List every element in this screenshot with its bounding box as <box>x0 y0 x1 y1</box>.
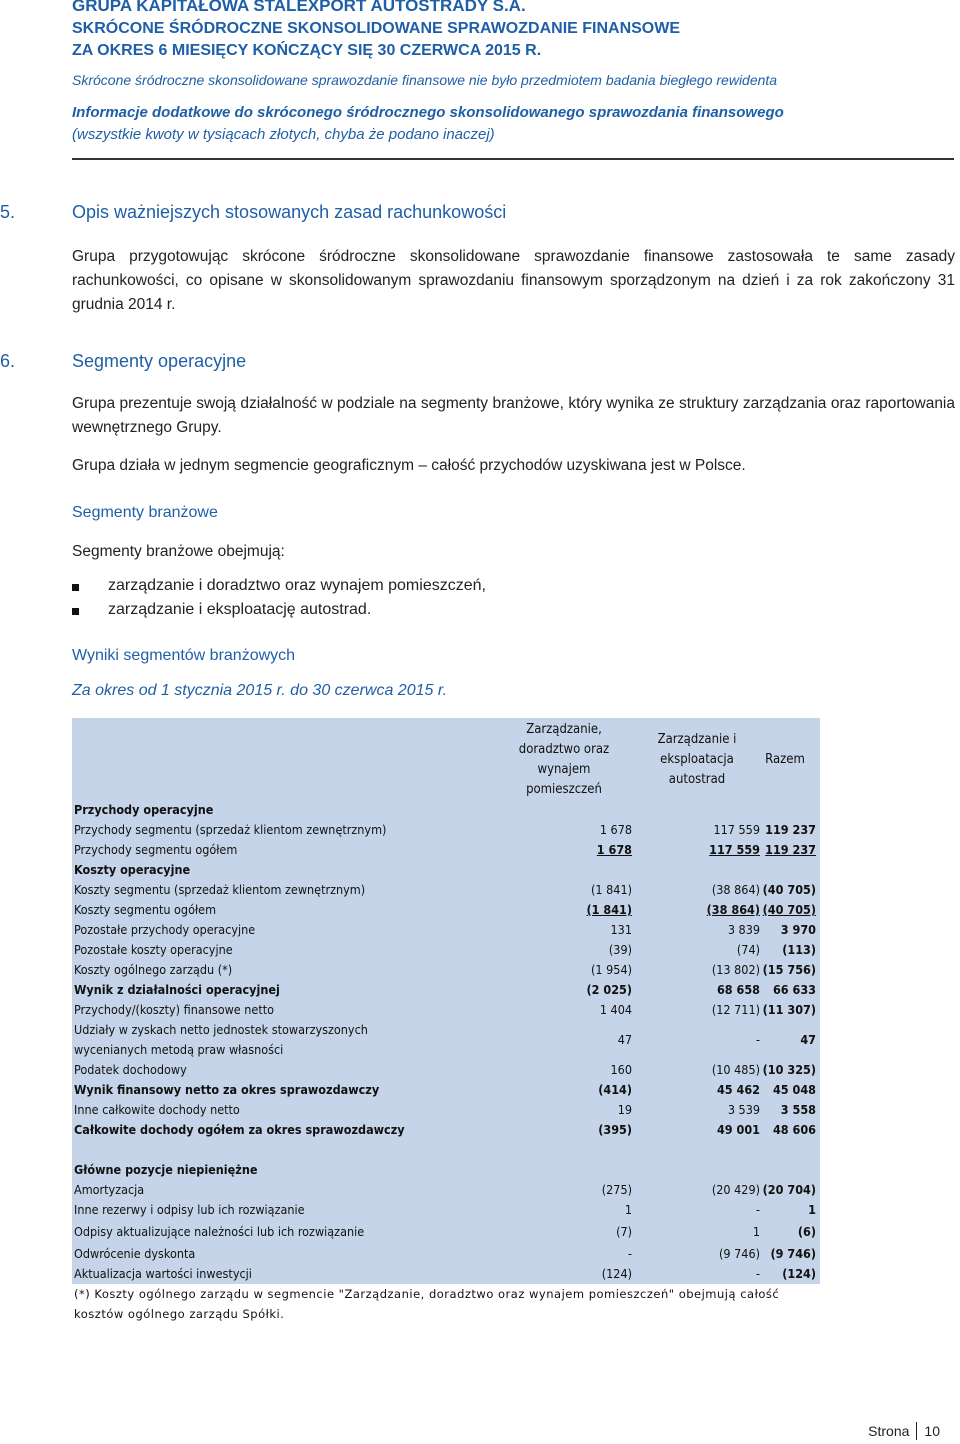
table-cell-v2: (74) <box>736 942 760 957</box>
table-cell-v3: (15 756) <box>762 962 816 977</box>
table-cell-v1: 131 <box>610 922 632 937</box>
section-5-number: 5. <box>0 202 16 222</box>
table-row <box>74 1180 818 1200</box>
row-label: Główne pozycje niepieniężne <box>74 1162 258 1177</box>
row-label: Odwrócenie dyskonta <box>74 1246 196 1261</box>
table-row <box>74 1244 818 1264</box>
results-title: Wyniki segmentów branżowych <box>72 647 296 664</box>
table-cell-v1: 160 <box>610 1062 632 1077</box>
table-row <box>74 1222 818 1242</box>
table-row <box>74 960 818 980</box>
table-cell-v3: 1 <box>808 1202 816 1217</box>
column-header-line: Zarządzanie, <box>526 722 602 737</box>
table-cell-v3: (20 704) <box>762 1182 816 1197</box>
table-cell-v2: - <box>755 1266 760 1281</box>
table-row <box>74 800 818 820</box>
row-label: Pozostałe przychody operacyjne <box>74 922 256 937</box>
row-label: Wynik z działalności operacyjnej <box>74 982 280 997</box>
table-cell-v3: (11 307) <box>762 1002 816 1017</box>
header-divider <box>72 158 954 160</box>
table-cell-v1: (7) <box>616 1224 632 1239</box>
bullet-text: zarządzanie i doradztwo oraz wynajem pomieszczeń, <box>108 577 486 594</box>
page-number: 10 <box>924 1423 940 1439</box>
row-label: Inne rezerwy i odpisy lub ich rozwiązanie <box>74 1202 305 1217</box>
table-cell-v2: (13 802) <box>711 962 760 977</box>
report-title: SKRÓCONE ŚRÓDROCZNE SKONSOLIDOWANE SPRAWOZDANIE FINANSOWE <box>72 20 681 37</box>
section-6-paragraph-2: Grupa działa w jednym segmencie geograficznym – całość przychodów uzyskiwana jest w Polsce. <box>72 457 746 474</box>
table-cell-v2: 45 462 <box>716 1082 760 1097</box>
table-cell-v1: 1 <box>624 1202 632 1217</box>
table-cell-v3: 66 633 <box>772 982 816 997</box>
row-label: Pozostałe koszty operacyjne <box>74 942 233 957</box>
table-cell-v3: (10 325) <box>762 1062 816 1077</box>
audit-note: Skrócone śródroczne skonsolidowane sprawozdanie finansowe nie było przedmiotem badania biegłego rewidenta <box>72 72 778 88</box>
section-6-paragraph-1: Grupa prezentuje swoją działalność w podziale na segmenty branżowe, który wynika ze struktury zarządzania oraz raportowania wewnętrznego Grupy. <box>72 395 955 436</box>
table-cell-v3: (124) <box>782 1266 816 1281</box>
table-cell-v3: 48 606 <box>772 1122 816 1137</box>
column-header-line: doradztwo oraz <box>518 742 610 757</box>
table-cell-v3: (6) <box>797 1224 816 1239</box>
table-row <box>74 940 818 960</box>
table-cell-v1: (414) <box>598 1082 632 1097</box>
table-cell-v3: (113) <box>782 942 816 957</box>
table-cell-v3: 45 048 <box>772 1082 816 1097</box>
table-cell-v2: - <box>755 1202 760 1217</box>
column-header-management <box>494 720 634 800</box>
table-footnote <box>74 1284 779 1324</box>
row-label-line: wycenianych metodą praw własności <box>74 1042 284 1057</box>
row-label: Koszty segmentu (sprzedaż klientom zewnętrznym) <box>74 882 366 897</box>
table-row <box>74 840 818 860</box>
table-cell-v2: (38 864) <box>711 882 760 897</box>
table-cell-v2: 3 839 <box>727 922 760 937</box>
table-cell-v2: (10 485) <box>711 1062 760 1077</box>
segments-intro: Segmenty branżowe obejmują: <box>72 543 285 560</box>
table-cell-v2: 1 <box>752 1224 760 1239</box>
column-header-line: eksploatacja <box>660 752 734 767</box>
table-cell-v2: - <box>755 1032 760 1047</box>
bullet-text: zarządzanie i eksploatację autostrad. <box>108 601 372 618</box>
table-row <box>74 1020 818 1060</box>
section-5-title: Opis ważniejszych stosowanych zasad rachunkowości <box>72 202 507 222</box>
table-row <box>74 820 818 840</box>
row-label: Przychody segmentu (sprzedaż klientom zewnętrznym) <box>74 822 387 837</box>
bullet-square-icon <box>72 584 79 591</box>
row-label: Całkowite dochody ogółem za okres sprawozdawczy <box>74 1122 405 1137</box>
list-item <box>72 601 772 625</box>
table-cell-v3: 3 558 <box>780 1102 816 1117</box>
table-cell-v1: (275) <box>601 1182 632 1197</box>
row-label <box>74 1020 368 1060</box>
row-label: Amortyzacja <box>74 1182 145 1197</box>
table-cell-v2: (38 864) <box>706 902 760 917</box>
table-row <box>74 1200 818 1220</box>
section-6-number: 6. <box>0 351 16 371</box>
table-cell-v2: 117 559 <box>709 842 760 857</box>
table-row <box>74 1120 818 1140</box>
amounts-note: (wszystkie kwoty w tysiącach złotych, chyba że podano inaczej) <box>72 126 495 143</box>
page-footer <box>868 1422 940 1440</box>
column-header-total: Razem <box>765 752 805 767</box>
table-cell-v1: (124) <box>601 1266 632 1281</box>
table-row <box>74 1264 818 1284</box>
table-row <box>74 1160 818 1180</box>
table-cell-v1: (1 954) <box>591 962 632 977</box>
column-header-motorways <box>634 730 760 790</box>
table-cell-v1: 1 678 <box>596 842 632 857</box>
column-header-line: autostrad <box>668 772 726 787</box>
table-cell-v1: 19 <box>617 1102 632 1117</box>
table-cell-v1: (1 841) <box>586 902 632 917</box>
table-cell-v1: 47 <box>617 1032 632 1047</box>
footer-divider <box>916 1422 917 1440</box>
section-5-heading <box>0 202 960 228</box>
page-label: Strona <box>868 1423 910 1439</box>
row-label: Wynik finansowy netto za okres sprawozdawczy <box>74 1082 380 1097</box>
table-cell-v2: 117 559 <box>713 822 760 837</box>
row-label: Przychody/(koszty) finansowe netto <box>74 1002 275 1017</box>
table-cell-v2: 3 539 <box>727 1102 760 1117</box>
table-cell-v1: (39) <box>608 942 632 957</box>
row-label: Koszty ogólnego zarządu (*) <box>74 962 233 977</box>
section-title: Informacje dodatkowe do skróconego śródrocznego skonsolidowanego sprawozdania finansowego <box>72 104 784 121</box>
table-cell-v3: (40 705) <box>762 902 816 917</box>
page-header <box>72 0 952 146</box>
table-row <box>74 860 818 880</box>
table-cell-v1: (1 841) <box>591 882 632 897</box>
row-label: Przychody segmentu ogółem <box>74 842 238 857</box>
row-label-line: Udziały w zyskach netto jednostek stowarzyszonych <box>74 1022 368 1037</box>
table-cell-v3: 3 970 <box>780 922 816 937</box>
column-header-line: Zarządzanie i <box>657 732 737 747</box>
section-6-title: Segmenty operacyjne <box>72 351 247 371</box>
segments-subtitle: Segmenty branżowe <box>72 504 218 521</box>
table-cell-v3: 119 237 <box>765 842 816 857</box>
results-period: Za okres od 1 stycznia 2015 r. do 30 czerwca 2015 r. <box>72 682 448 699</box>
row-label: Przychody operacyjne <box>74 802 214 817</box>
table-cell-v2: (20 429) <box>711 1182 760 1197</box>
row-label: Inne całkowite dochody netto <box>74 1102 240 1117</box>
table-row <box>74 920 818 940</box>
table-cell-v3: (9 746) <box>770 1246 816 1261</box>
table-cell-v3: 119 237 <box>765 822 816 837</box>
company-name: GRUPA KAPITAŁOWA STALEXPORT AUTOSTRADY S.A. <box>72 0 526 15</box>
column-header-line: pomieszczeń <box>526 782 602 797</box>
table-cell-v3: (40 705) <box>762 882 816 897</box>
table-row <box>74 1100 818 1120</box>
row-label: Koszty segmentu ogółem <box>74 902 217 917</box>
section-5-paragraph: Grupa przygotowując skrócone śródroczne skonsolidowane sprawozdanie finansowe zastosowała te same zasady rachunkowości, co opisane w skonsolidowanym sprawozdaniu finansowym sporządzonym na dzień i za rok zakończony 31 grudnia 2014 r. <box>72 248 955 313</box>
table-cell-v2: (12 711) <box>711 1002 760 1017</box>
row-label: Podatek dochodowy <box>74 1062 187 1077</box>
table-cell-v2: (9 746) <box>719 1246 760 1261</box>
footnote-line: kosztów ogólnego zarządu Spółki. <box>74 1307 285 1321</box>
bullet-square-icon <box>72 608 79 615</box>
list-item <box>72 577 772 601</box>
row-label: Aktualizacja wartości inwestycji <box>74 1266 252 1281</box>
table-cell-v2: 68 658 <box>716 982 760 997</box>
table-cell-v1: 1 404 <box>599 1002 632 1017</box>
table-cell-v1: - <box>627 1246 632 1261</box>
table-cell-v1: (2 025) <box>586 982 632 997</box>
table-cell-v3: 47 <box>800 1032 816 1047</box>
table-row <box>74 1000 818 1020</box>
row-label: Koszty operacyjne <box>74 862 191 877</box>
column-header-line: wynajem <box>537 762 591 777</box>
table-row <box>74 980 818 1000</box>
section-6-heading <box>0 351 960 377</box>
table-row <box>74 900 818 920</box>
table-row <box>74 880 818 900</box>
row-label: Odpisy aktualizujące należności lub ich rozwiązanie <box>74 1224 365 1239</box>
table-row <box>74 1060 818 1080</box>
footnote-line: (*) Koszty ogólnego zarządu w segmencie "Zarządzanie, doradztwo oraz wynajem pomieszczeń" obejmują całość <box>74 1287 780 1301</box>
table-cell-v1: 1 678 <box>599 822 632 837</box>
table-row <box>74 1080 818 1100</box>
table-cell-v2: 49 001 <box>716 1122 760 1137</box>
table-cell-v1: (395) <box>598 1122 632 1137</box>
report-period: ZA OKRES 6 MIESIĘCY KOŃCZĄCY SIĘ 30 CZERWCA 2015 R. <box>72 42 542 59</box>
